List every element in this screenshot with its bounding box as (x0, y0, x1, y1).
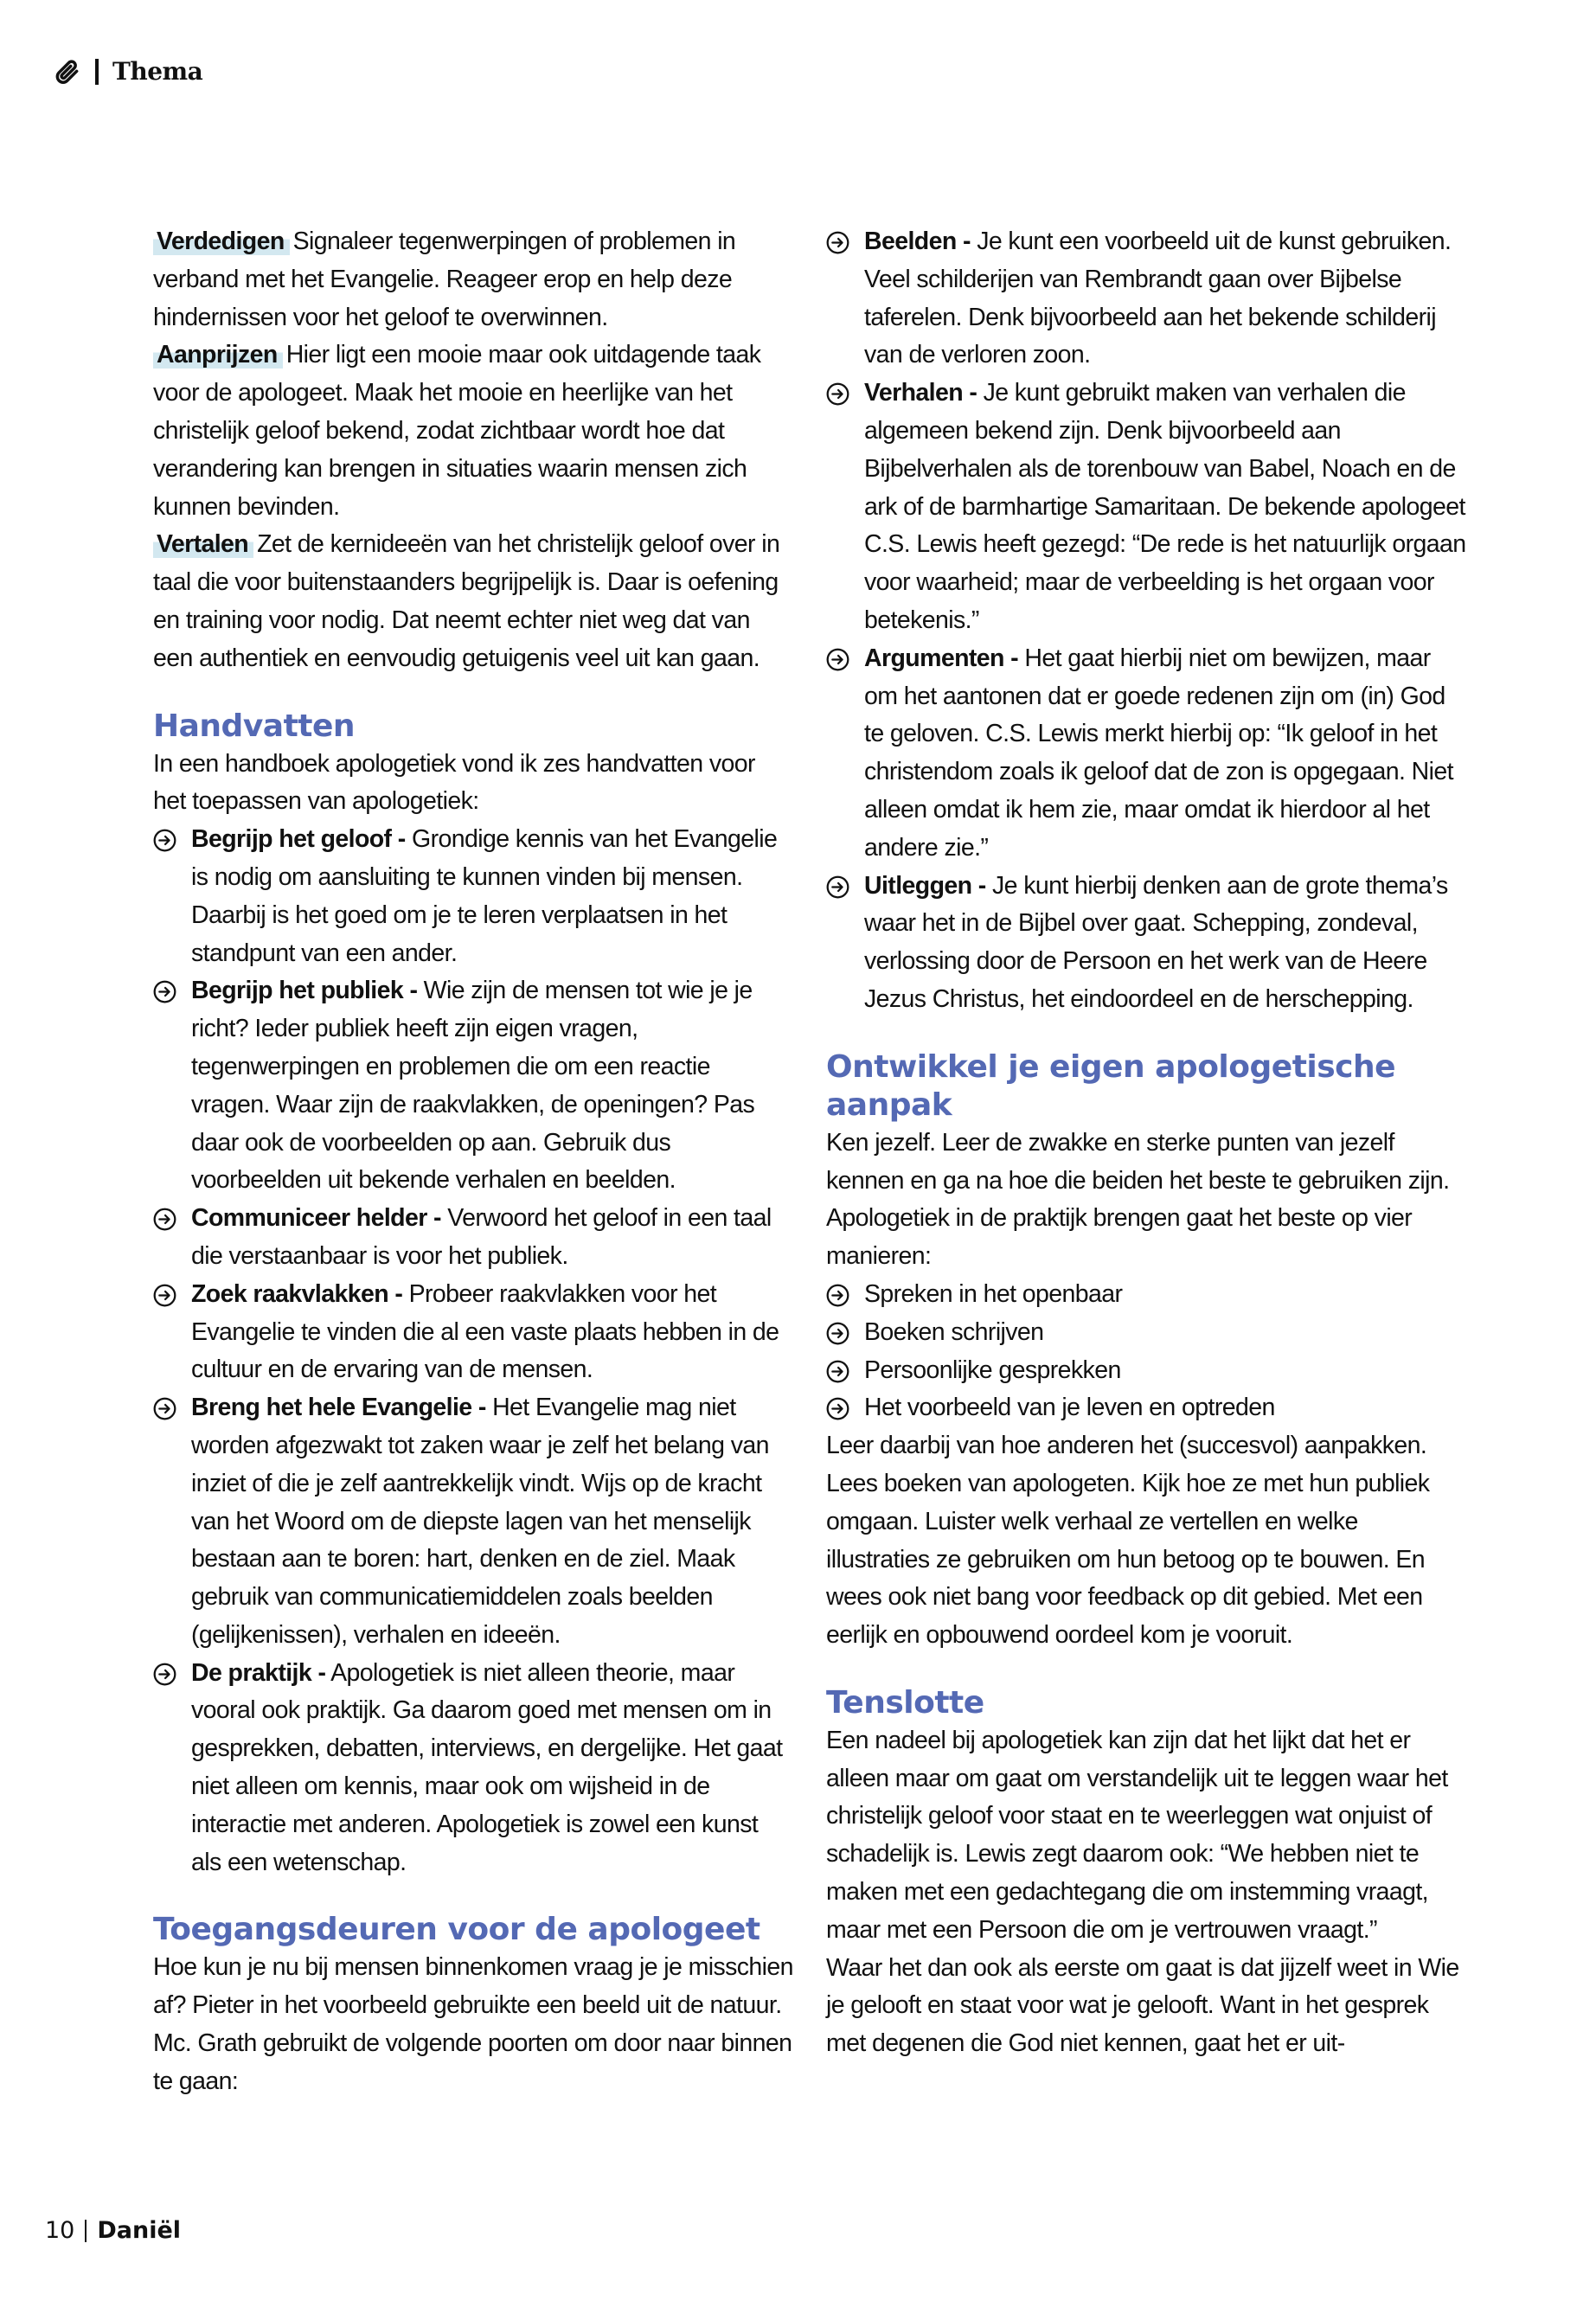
page-footer (45, 2217, 181, 2244)
arrow-circle-icon (826, 875, 849, 899)
arrow-circle-icon (153, 980, 176, 1003)
item-text: Je kunt hierbij denken aan de grote thema’s waar het in de Bijbel over gaat. Schepping, zondeval, verlossing door de Persoon en het werk van de Heere Jezus Christus, het eindoordeel en de herschepping. (864, 871, 1448, 1013)
page-number: 10 (45, 2217, 75, 2244)
item-text: Persoonlijke gesprekken (864, 1356, 1121, 1384)
term-paragraph (153, 336, 793, 526)
term-text: Signaleer tegenwerpingen of problemen in verband met het Evangelie. Reageer erop en help deze hindernissen voor het geloof te overwinnen. (153, 228, 736, 331)
list-item (826, 640, 1466, 868)
term-text: Zet de kernideeën van het christelijk geloof over in taal die voor buitenstaanders begrijpelijk is. Daar is oefening en training voor nodig. Dat neemt echter niet weg dat van een authentiek en eenvoudig getuigenis veel uit kan gaan. (153, 530, 780, 672)
arrow-circle-icon (153, 829, 176, 852)
ontwikkel-outro: Leer daarbij van hoe anderen het (succesvol) aanpakken. Lees boeken van apologeten. Kijk hoe ze met hun publiek omgaan. Luister welk verhaal ze vertellen en welke illustraties ze gebruiken om hun betoog op te bouwen. En wees ook niet bang voor feedback op dit gebied. Met een eerlijk en opbouwend oordeel kom je vooruit. (826, 1432, 1430, 1650)
item-text: Wie zijn de mensen tot wie je je richt? Ieder publiek heeft zijn eigen vragen, tegenwerpingen en problemen die om een reactie vragen. Waar zijn de raakvlakken, de openingen? Pas daar ook de voorbeelden op aan. Gebruik dus voorbeelden uit bekende verhalen en beelden. (191, 977, 755, 1195)
tenslotte-paragraph-2: Waar het dan ook als eerste om gaat is dat jijzelf weet in Wie je gelooft en staat voor wat je gelooft. Want in het gesprek met degenen die God niet kennen, gaat het er uit- (826, 1953, 1459, 2058)
term-paragraph (153, 223, 793, 336)
list-item (826, 1276, 1466, 1314)
list-item (826, 375, 1466, 640)
list-item (826, 868, 1466, 1019)
item-text: Spreken in het openbaar (864, 1279, 1123, 1308)
page-header (54, 57, 202, 86)
item-title: Breng het hele Evangelie - (191, 1394, 486, 1422)
list-item (153, 821, 793, 972)
item-title: Verhalen - (864, 379, 977, 407)
list-item (153, 1655, 793, 1882)
heading-tenslotte: Tenslotte (826, 1684, 984, 1721)
term-paragraph (153, 526, 793, 677)
term-highlight: Verdedigen (153, 228, 290, 255)
list-item (153, 1276, 793, 1389)
item-title: Communiceer helder - (191, 1204, 441, 1233)
tenslotte-paragraph-1: Een nadeel bij apologetiek kan zijn dat het lijkt dat het er alleen maar om gaat om verstandelijk uit te leggen waar het christelijk geloof voor staat en te weerleggen wat onjuist of schadelijk is. Lewis zegt daarom ook: “We hebben niet te maken met een gedachtegang die om instemming vraagt, maar met een Persoon die om je vertrouwen vraagt.” (826, 1726, 1448, 1944)
item-text: Het voorbeeld van je leven en optreden (864, 1394, 1275, 1422)
arrow-circle-icon (826, 1397, 849, 1420)
poorten-list (826, 223, 1466, 1019)
list-item (826, 1314, 1466, 1352)
item-title: Beelden - (864, 228, 971, 255)
arrow-circle-icon (826, 1284, 849, 1307)
item-title: Begrijp het publiek - (191, 977, 418, 1005)
handvatten-intro: In een handboek apologetiek vond ik zes handvatten voor het toepassen van apologetiek: (153, 749, 755, 816)
item-text: Probeer raakvlakken voor het Evangelie te vinden die al een vaste plaats hebben in de cultuur en de ervaring van de mensen. (191, 1279, 779, 1384)
footer-divider (85, 2220, 87, 2242)
item-text: Het Evangelie mag niet worden afgezwakt tot zaken waar je zelf het belang van inziet of die je zelf aantrekkelijk vindt. Wijs op de kracht van het Woord om de diepste lagen van het menselijk bestaan aan te boren: hart, denken en de ziel. Maak gebruik van communicatiemiddelen zoals beelden (gelijkenissen), verhalen en ideeën. (191, 1394, 769, 1649)
heading-ontwikkel: Ontwikkel je eigen apologetische aanpak (826, 1048, 1396, 1123)
magazine-name: Daniël (97, 2217, 182, 2244)
term-text: Hier ligt een mooie maar ook uitdagende taak voor de apologeet. Maak het mooie en heerlijke van het christelijk geloof bekend, zodat zichtbaar wordt hoe dat verandering kan brengen in situaties waarin mensen zich kunnen bevinden. (153, 341, 761, 521)
item-title: Uitleggen - (864, 871, 986, 900)
list-item (826, 1389, 1466, 1427)
item-title: Argumenten - (864, 644, 1019, 672)
arrow-circle-icon (153, 1208, 176, 1231)
list-item (153, 1389, 793, 1655)
header-divider (95, 59, 99, 85)
arrow-circle-icon (826, 1360, 849, 1383)
term-highlight: Aanprijzen (153, 341, 283, 369)
arrow-circle-icon (826, 231, 849, 254)
item-text: Apologetiek is niet alleen theorie, maar vooral ook praktijk. Ga daarom goed met mensen om in gesprekken, debatten, interviews, en dergelijke. Het gaat niet alleen om kennis, maar ook om wijsheid in de interactie met anderen. Apologetiek is zowel een kunst als een wetenschap. (191, 1658, 783, 1876)
left-column (153, 223, 793, 2101)
arrow-circle-icon (153, 1284, 176, 1307)
arrow-circle-icon (826, 382, 849, 406)
item-text: Je kunt gebruikt maken van verhalen die algemeen bekend zijn. Denk bijvoorbeeld aan Bijbelverhalen als de torenbouw van Babel, Noach en de ark of de barmhartige Samaritaan. De bekende apologeet C.S. Lewis heeft gezegd: “De rede is het natuurlijk orgaan voor waarheid; maar de verbeelding is het orgaan voor betekenis.” (864, 379, 1466, 634)
list-item (153, 1200, 793, 1276)
item-text: Het gaat hierbij niet om bewijzen, maar om het aantonen dat er goede redenen zijn om (in) God te geloven. C.S. Lewis merkt hierbij op: “Ik geloof in het christendom zoals ik geloof dat de zon is opgegaan. Niet alleen omdat ik hem zie, maar omdat ik hierdoor al het andere zie.” (864, 644, 1453, 862)
heading-toegangsdeuren: Toegangsdeuren voor de apologeet (153, 1912, 760, 1948)
handvatten-list (153, 821, 793, 1881)
item-title: De praktijk - (191, 1658, 326, 1687)
ontwikkel-intro: Ken jezelf. Leer de zwakke en sterke punten van jezelf kennen en ga na hoe die beiden het beste te gebruiken zijn. Apologetiek in de praktijk brengen gaat het beste op vier manieren: (826, 1128, 1450, 1271)
heading-handvatten: Handvatten (153, 708, 356, 744)
toegangsdeuren-text: Hoe kun je nu bij mensen binnenkomen vraag je je misschien af? Pieter in het voorbeeld gebruikte een beeld uit de natuur. Mc. Grath gebruikt de volgende poorten om door naar binnen te gaan: (153, 1953, 793, 2095)
item-text: Verwoord het geloof in een taal die verstaanbaar is voor het publiek. (191, 1204, 772, 1270)
arrow-circle-icon (826, 1322, 849, 1345)
item-text: Grondige kennis van het Evangelie is nodig om aansluiting te kunnen vinden bij mensen. Daarbij is het goed om je te leren verplaatsen in het standpunt van een ander. (191, 825, 778, 967)
arrow-circle-icon (826, 648, 849, 671)
list-item (153, 972, 793, 1200)
item-title: Begrijp het geloof - (191, 825, 406, 854)
item-title: Zoek raakvlakken - (191, 1279, 403, 1308)
right-column (826, 223, 1466, 2063)
list-item (826, 1352, 1466, 1390)
manieren-list (826, 1276, 1466, 1427)
item-text: Je kunt een voorbeeld uit de kunst gebruiken. Veel schilderijen van Rembrandt gaan over Bijbelse taferelen. Denk bijvoorbeeld aan het bekende schilderij van de verloren zoon. (864, 228, 1452, 369)
item-text: Boeken schrijven (864, 1317, 1044, 1346)
list-item (826, 223, 1466, 375)
arrow-circle-icon (153, 1663, 176, 1686)
arrow-circle-icon (153, 1397, 176, 1420)
term-highlight: Vertalen (153, 530, 253, 558)
paperclip-icon (54, 58, 81, 86)
section-title: Thema (112, 57, 203, 86)
